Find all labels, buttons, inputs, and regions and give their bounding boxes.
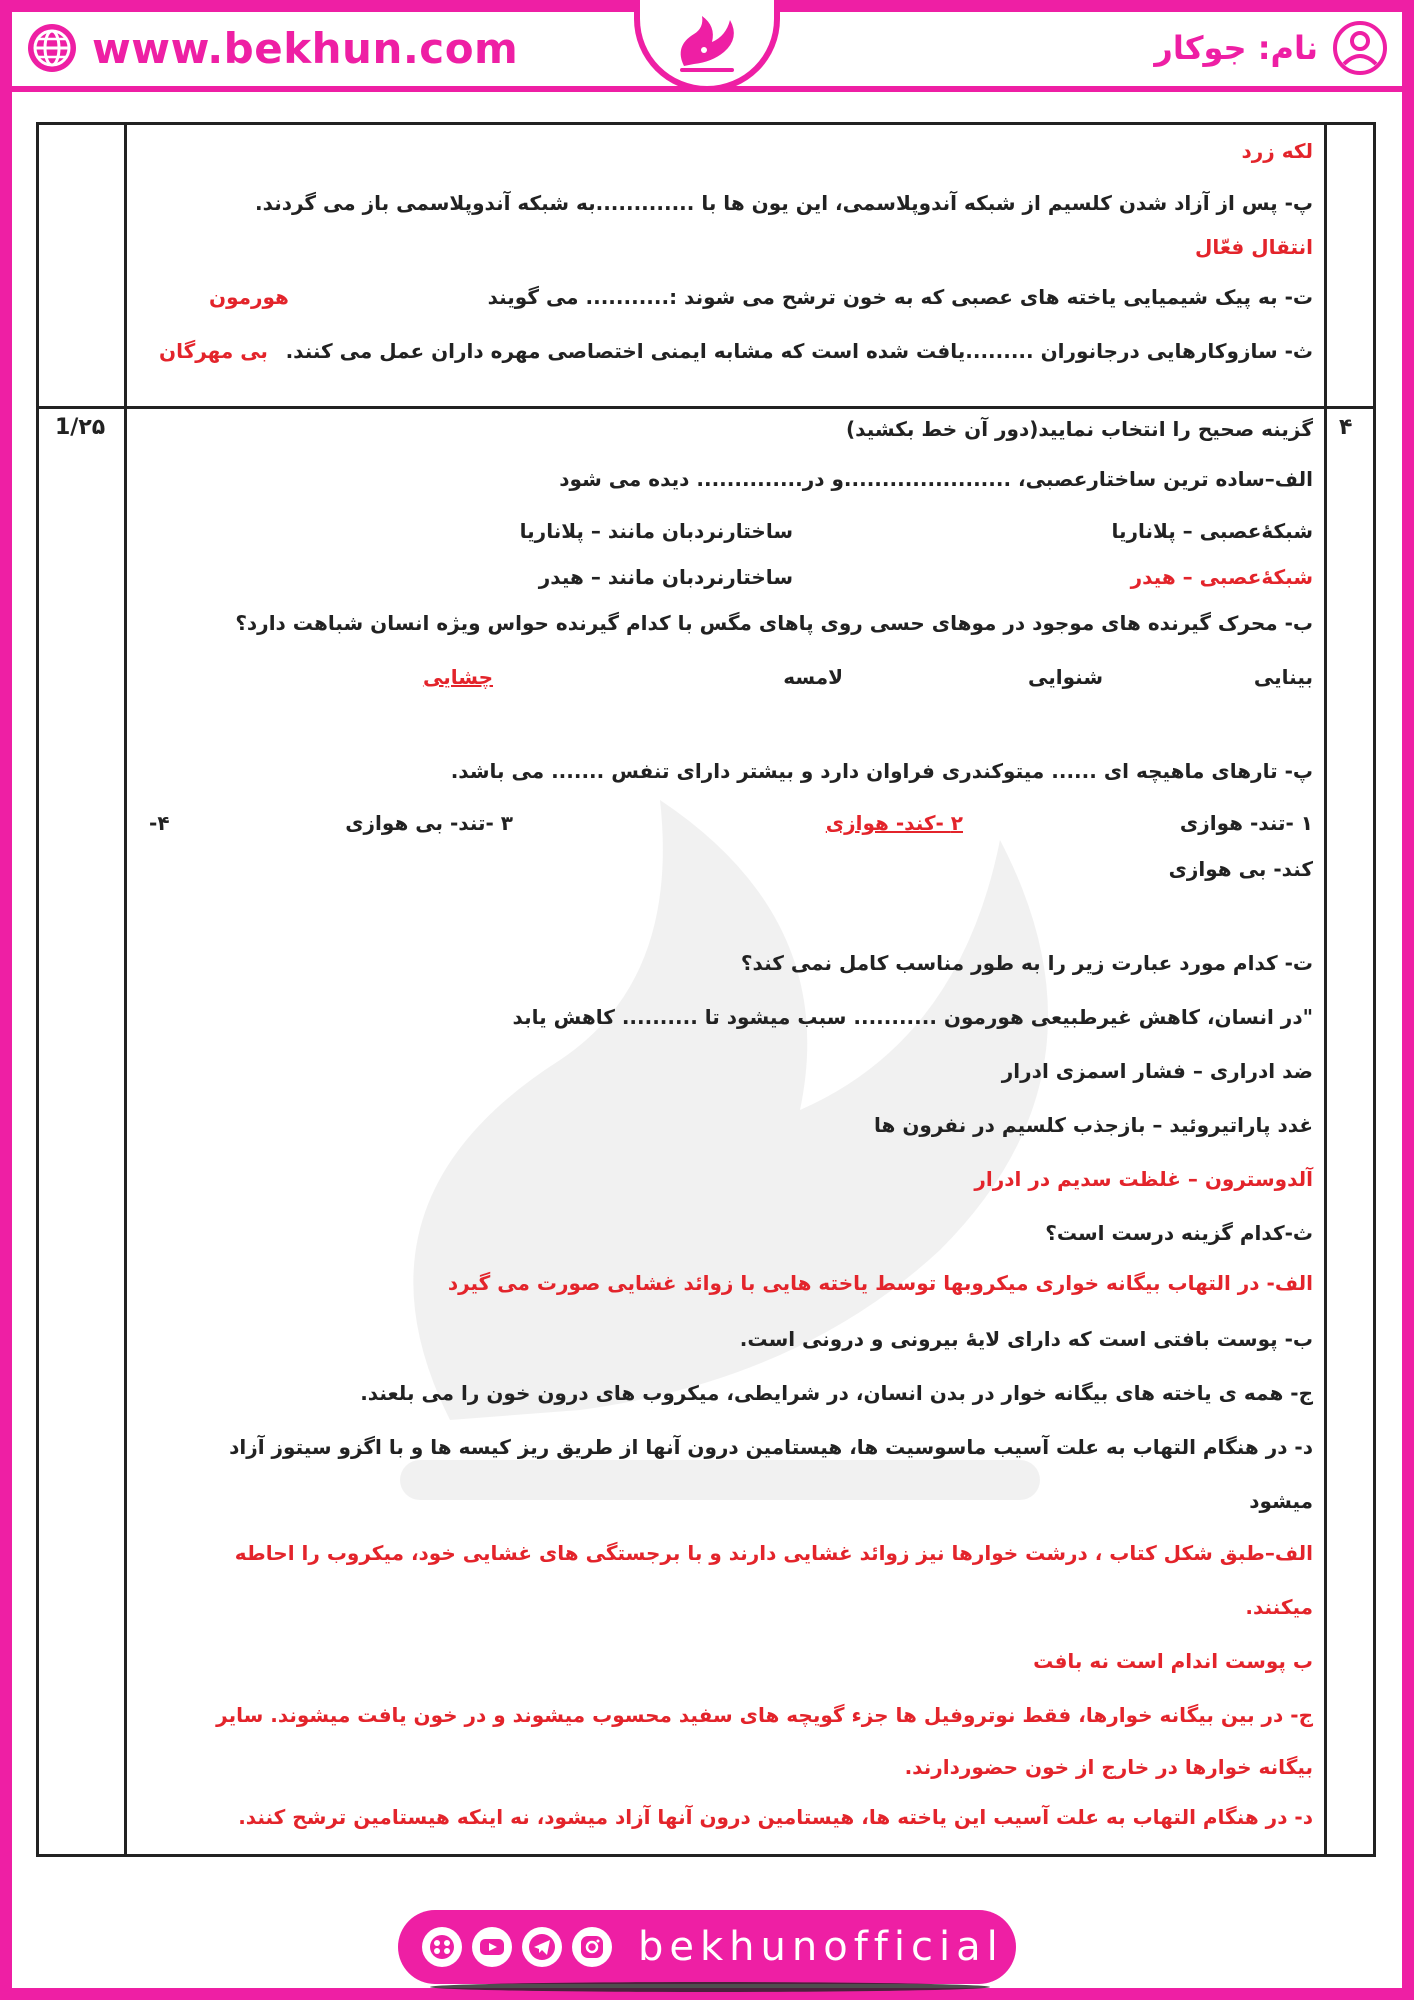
question-s: ث-کدام گزینه درست است؟ (1045, 1221, 1313, 1245)
answer-zard: لکه زرد (1241, 139, 1313, 163)
explanation-jim-cont: بیگانه خوارها در خارج از خون حضوردارند. (904, 1755, 1313, 1779)
option-t3-correct: آلدوسترون – غلظت سدیم در ادرار (974, 1167, 1313, 1191)
option-b2: شنوایی (1028, 665, 1103, 689)
name-label: نام: جوکار (1154, 29, 1318, 67)
question-b: ب- محرک گیرنده های موجود در موهای حسی روی پاهای مگس با کدام گیرنده حواس ویژه انسان شباهت دارد؟ (235, 611, 1313, 635)
question-p: پ- تارهای ماهیچه ای ...... میتوکندری فراوان دارد و بیشتر دارای تنفس ....... می باشد. (450, 759, 1313, 783)
option-s-dal: د- در هنگام التهاب به علت آسیب ماسوسیت ها، هیستامین درون آنها از طریق ریز کیسه ها و با اگزو سیتوز آزاد (229, 1435, 1313, 1459)
aparat-icon[interactable] (422, 1927, 462, 1967)
question-a: الف–ساده ترین ساختارعصبی، ......................و در.............. دیده می شود (559, 467, 1313, 491)
explanation-dal: د- در هنگام التهاب به علت آسیب این یاخته ها، هیستامین درون آنها آزاد میشود، نه اینکه هیستامین ترشح کنند. (238, 1805, 1313, 1829)
instagram-icon[interactable] (572, 1927, 612, 1967)
answer-pe: انتقال فعّال (1195, 235, 1313, 259)
statement-t: "در انسان، کاهش غیرطبیعی هورمون ........... سبب میشود تا .......... کاهش یابد (512, 1005, 1313, 1029)
option-p4: ۴- (149, 811, 170, 835)
question-se: ث- سازوکارهایی درجانوران .........یافت شده است که مشابه ایمنی اختصاصی مهره داران عمل می کنند. (285, 339, 1313, 363)
globe-icon (26, 22, 78, 74)
answer-table (36, 122, 1376, 1857)
option-b4-correct: چشایی (422, 665, 493, 689)
option-t2: غدد پاراتیروئید – بازجذب کلسیم در نفرون ها (874, 1113, 1313, 1137)
answer-se: بی مهرگان (159, 339, 268, 363)
option-a2-right: شبکۀعصبی – هیدر (1130, 565, 1313, 589)
row-divider (39, 406, 1373, 409)
explanation-jim: ج- در بین بیگانه خوارها، فقط نوتروفیل ها جزء گویچه های سفید محسوب میشوند و در خون یافت میشوند. سایر (216, 1703, 1313, 1727)
user-icon (1332, 20, 1388, 76)
col-divider-left (124, 125, 127, 1854)
option-s-be: ب- پوست بافتی است که دارای لایۀ بیرونی و درونی است. (739, 1327, 1313, 1351)
option-s-dal-cont: میشود (1249, 1489, 1313, 1513)
option-p3: ۳ -تند- بی هوازی (345, 811, 513, 835)
col-divider-right (1324, 125, 1327, 1854)
option-p4-cont: کند- بی هوازی (1168, 857, 1313, 881)
option-b1: بینایی (1253, 665, 1313, 689)
option-a1-left: ساختارنردبان مانند – پلاناریا (519, 519, 793, 543)
question-number: ۴ (1339, 415, 1353, 440)
question-te: ت- به پیک شیمیایی یاخته های عصبی که به خون ترشح می شوند :........... می گویند (487, 285, 1313, 309)
explanation-alef-cont: میکنند. (1245, 1595, 1313, 1619)
social-footer (398, 1910, 1016, 1984)
footer-shadow (430, 1982, 990, 1992)
site-url: www.bekhun.com (92, 23, 519, 73)
header-divider (12, 86, 1402, 92)
question-pe: پ- پس از آزاد شدن کلسیم از شبکه آندوپلاسمی، این یون ها با .............به شبکه آندوپلاسمی باز می گردند. (255, 191, 1313, 215)
explanation-alef: الف–طبق شکل کتاب ، درشت خوارها نیز زوائد غشایی دارند و با برجستگی های غشایی خود، میکروب را احاطه (234, 1541, 1313, 1565)
question-score: 1/۲۵ (55, 415, 106, 440)
telegram-icon[interactable] (522, 1927, 562, 1967)
option-t1: ضد ادراری – فشار اسمزی ادرار (1001, 1059, 1313, 1083)
answer-te: هورمون (209, 285, 289, 309)
option-s-jim: ج- همه ی یاخته های بیگانه خوار در بدن انسان، در شرایطی، میکروب های درون خون را می بلعند. (360, 1381, 1313, 1405)
youtube-icon[interactable] (472, 1927, 512, 1967)
social-handle[interactable]: bekhunofficial (638, 1924, 1004, 1970)
option-a2-left: ساختارنردبان مانند – هیدر (538, 565, 793, 589)
option-p1: ۱ -تند- هوازی (1179, 811, 1313, 835)
option-b3: لامسه (783, 665, 843, 689)
bekhun-logo (664, 6, 750, 82)
explanation-be: ب پوست اندام است نه بافت (1033, 1649, 1313, 1673)
option-s-alef-correct: الف- در التهاب بیگانه خواری میکروبها توسط یاخته هایی با زوائد غشایی صورت می گیرد (447, 1271, 1313, 1295)
question-t: ت- کدام مورد عبارت زیر را به طور مناسب کامل نمی کند؟ (740, 951, 1313, 975)
student-name (1154, 20, 1388, 76)
option-a1-right: شبکۀعصبی – پلاناریا (1111, 519, 1313, 543)
site-link[interactable] (26, 20, 518, 76)
option-p2-correct: ۲ -کند- هوازی (825, 811, 963, 835)
instruction: گزینه صحیح را انتخاب نمایید(دور آن خط بکشید) (846, 417, 1313, 441)
